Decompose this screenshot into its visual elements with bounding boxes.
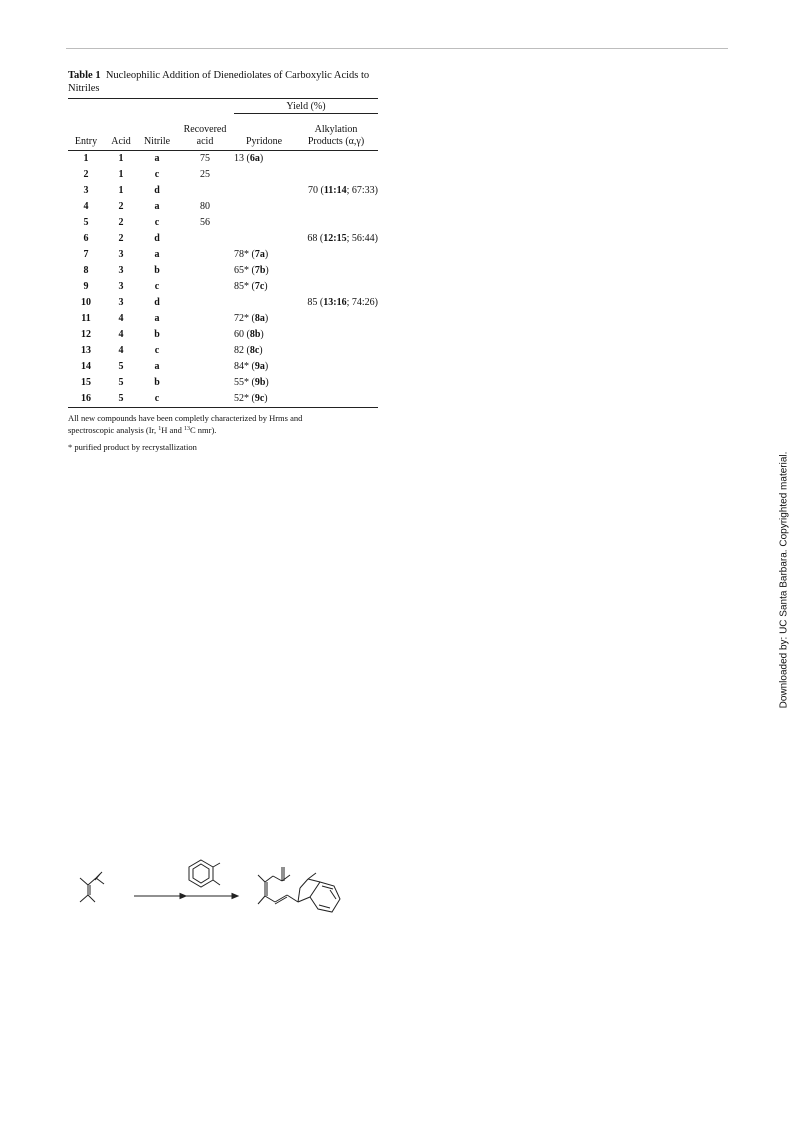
cell-entry: 15 [81, 377, 91, 388]
table-row [68, 391, 378, 408]
footnote-sup-1: 1 [158, 426, 162, 432]
table-row [68, 151, 378, 168]
cell-recovered-acid [176, 279, 234, 295]
cell-nitrile: c [154, 345, 160, 356]
cell-pyridone: 55* (9b) [234, 377, 269, 388]
table-group-header-row [68, 99, 378, 114]
cell-pyridone: 84* (9a) [234, 361, 269, 372]
table-row [68, 343, 378, 359]
cell-alkylation [294, 359, 378, 375]
cell-nitrile: b [154, 377, 160, 388]
cell-pyridone: 65* (7b) [234, 265, 269, 276]
cell-nitrile: c [138, 391, 176, 408]
cell-entry: 8 [83, 265, 89, 276]
pyridone-yield: 65* [234, 265, 249, 276]
cell-alkylation [294, 247, 378, 263]
cell-recovered-acid [176, 375, 234, 391]
footnote-line2a: spectroscopic analysis (Ir, [68, 425, 159, 435]
cell-entry: 2 [83, 169, 89, 180]
cell-alkylation [294, 279, 378, 295]
table-row [68, 359, 378, 375]
cell-acid: 5 [104, 391, 138, 408]
cell-alkylation [294, 199, 378, 215]
header-alkylation-line1: Alkylation [314, 124, 358, 135]
pyridone-yield: 72* [234, 313, 249, 324]
cell-acid: 1 [118, 185, 124, 196]
cell-acid: 1 [118, 169, 124, 180]
cell-entry: 3 [83, 185, 89, 196]
pyridone-yield: 82 [234, 345, 244, 356]
alkylation-yield: 85 [307, 297, 318, 308]
table-caption-label: Table 1 [68, 70, 101, 81]
cell-pyridone: 78* (7a) [234, 249, 269, 260]
cell-acid: 3 [118, 249, 124, 260]
cell-entry: 9 [83, 281, 89, 292]
cell-alkylation [294, 311, 378, 327]
footnote-line1: All new compounds have been completly characterized by Hrms and [68, 413, 303, 423]
table-row [68, 215, 378, 231]
cell-recovered-acid [176, 359, 234, 375]
table-footnotes [68, 413, 378, 453]
table-row [68, 247, 378, 263]
pyridone-yield: 85* [234, 281, 249, 292]
cell-recovered-acid [176, 327, 234, 343]
cell-acid: 5 [118, 377, 124, 388]
footnote-sup-13: 13 [183, 426, 190, 432]
cell-pyridone [234, 199, 294, 215]
pyridone-compound: 8a [254, 313, 265, 324]
cell-nitrile: c [154, 281, 160, 292]
table-row [68, 311, 378, 327]
cell-recovered-acid [176, 231, 234, 247]
cell-pyridone: 13 (6a) [234, 153, 264, 164]
download-watermark-text: Downloaded by: UC Santa Barbara. Copyrighted material. [778, 451, 790, 709]
cell-recovered-acid [176, 343, 234, 359]
alkylation-compounds: 12:15 [323, 233, 347, 244]
table-row [68, 327, 378, 343]
cell-recovered-acid [176, 391, 234, 408]
cell-alkylation [294, 343, 378, 359]
table-body [68, 151, 378, 408]
yield-table [68, 98, 378, 408]
header-alkylation-line2: Products (α,γ) [307, 136, 365, 147]
table-row [68, 199, 378, 215]
reaction-arrow-2 [186, 894, 238, 899]
header-recovered-line1: Recovered [183, 124, 227, 135]
table-row [68, 375, 378, 391]
header-nitrile: Nitrile [138, 114, 176, 151]
cell-entry: 4 [83, 201, 89, 212]
pyridone-compound: 8b [249, 329, 261, 340]
footnote-line2b: H and [161, 425, 184, 435]
cell-entry: 12 [81, 329, 91, 340]
cell-alkylation [294, 391, 378, 408]
pyridone-compound: 9a [254, 361, 265, 372]
cell-pyridone [234, 215, 294, 231]
table-row [68, 183, 378, 199]
cell-recovered-acid: 56 [200, 217, 210, 228]
cell-nitrile: d [154, 185, 160, 196]
cell-entry: 11 [81, 313, 91, 324]
pyridone-compound: 8c [249, 345, 260, 356]
header-recovered-line2: acid [196, 136, 214, 147]
pyridone-compound: 6a [249, 153, 260, 164]
reaction-scheme [72, 855, 372, 935]
cell-entry: 13 [81, 345, 91, 356]
pyridone-compound: 7a [254, 249, 265, 260]
cell-entry: 1 [83, 153, 89, 164]
pyridone-yield: 60 [234, 329, 244, 340]
header-acid: Acid [104, 114, 138, 151]
table-row [68, 295, 378, 311]
cell-pyridone [234, 295, 294, 311]
cell-alkylation: 68 (12:15; 56:44) [307, 233, 378, 244]
pyridone-yield: 13 [234, 153, 244, 164]
alkylation-yield: 70 [307, 185, 318, 196]
cell-entry: 7 [83, 249, 89, 260]
cell-nitrile: d [154, 297, 160, 308]
header-rule [66, 48, 728, 49]
cell-nitrile: b [154, 265, 160, 276]
cell-pyridone: 82 (8c) [234, 345, 263, 356]
cell-nitrile: d [154, 233, 160, 244]
cell-alkylation: 85 (13:16; 74:26) [307, 297, 378, 308]
header-pyridone: Pyridone [234, 114, 294, 151]
cell-nitrile: a [154, 361, 160, 372]
cell-alkylation [294, 375, 378, 391]
table-caption-text: Nucleophilic Addition of Dienediolates of Carboxylic Acids to Nitriles [68, 70, 370, 94]
cell-alkylation [294, 263, 378, 279]
pyridone-compound: 7b [254, 265, 266, 276]
reaction-arrow-1 [134, 894, 186, 899]
table-caption [68, 70, 378, 95]
pyridone-yield: 84* [234, 361, 249, 372]
cell-nitrile: a [154, 313, 160, 324]
cell-alkylation [294, 151, 378, 168]
table-1 [68, 70, 378, 459]
footnote-characterization [68, 413, 378, 436]
cell-nitrile: a [154, 249, 160, 260]
cell-recovered-acid [176, 183, 234, 199]
cell-acid: 3 [118, 297, 124, 308]
cell-entry: 14 [81, 361, 91, 372]
header-entry: Entry [68, 114, 104, 151]
cell-entry: 10 [81, 297, 91, 308]
pyridone-yield: 52* [234, 393, 249, 404]
cell-nitrile: a [154, 201, 160, 212]
cell-pyridone [234, 167, 294, 183]
cell-pyridone: 60 (8b) [234, 329, 264, 340]
cell-nitrile: a [154, 153, 160, 164]
cell-alkylation: 70 (11:14; 67:33) [307, 185, 378, 196]
cell-acid: 2 [118, 233, 124, 244]
header-recovered-acid [176, 114, 234, 151]
cell-recovered-acid: 25 [200, 169, 210, 180]
alkylation-ratio: 74:26 [351, 297, 375, 308]
pyridone-yield: 78* [234, 249, 249, 260]
cell-acid: 3 [118, 281, 124, 292]
cell-recovered-acid [176, 263, 234, 279]
cell-nitrile: b [154, 329, 160, 340]
cell-acid: 2 [118, 217, 124, 228]
table-row [68, 279, 378, 295]
pyridone-compound: 9c [254, 393, 265, 404]
cell-acid: 4 [118, 329, 124, 340]
cell-recovered-acid: 80 [200, 201, 210, 212]
cell-pyridone: 85* (7c) [234, 281, 268, 292]
cell-entry: 6 [83, 233, 89, 244]
table-row [68, 263, 378, 279]
cell-acid: 4 [118, 345, 124, 356]
alkylation-ratio: 56:44 [351, 233, 375, 244]
cell-acid: 2 [118, 201, 124, 212]
reactant-structure [80, 872, 104, 902]
footnote-line2c: C nmr). [189, 425, 217, 435]
cell-nitrile: c [154, 217, 160, 228]
cell-recovered-acid [176, 311, 234, 327]
pyridone-compound: 9b [254, 377, 266, 388]
cell-recovered-acid [176, 295, 234, 311]
alkylation-compounds: 11:14 [323, 185, 347, 196]
alkylation-compounds: 13:16 [323, 297, 347, 308]
table-row [68, 167, 378, 183]
cell-acid: 5 [118, 361, 124, 372]
pyridone-yield: 55* [234, 377, 249, 388]
alkylation-ratio: 67:33 [351, 185, 375, 196]
cell-pyridone: 72* (8a) [234, 313, 269, 324]
alkylation-yield: 68 [307, 233, 318, 244]
pyridone-compound: 7c [254, 281, 265, 292]
cell-acid: 4 [118, 313, 124, 324]
cell-alkylation [294, 327, 378, 343]
cell-alkylation [294, 215, 378, 231]
cell-pyridone [234, 231, 294, 247]
table-column-header-row [68, 114, 378, 151]
header-alkylation [294, 114, 378, 151]
cell-alkylation [294, 167, 378, 183]
reagent-benzene-ring [189, 860, 220, 887]
cell-recovered-acid [176, 247, 234, 263]
cell-acid: 1 [118, 153, 124, 164]
table-row [68, 231, 378, 247]
footnote-star: * purified product by recrystallization [68, 442, 197, 452]
cell-entry: 5 [83, 217, 89, 228]
cell-recovered-acid: 75 [200, 153, 210, 164]
cell-nitrile: c [154, 169, 160, 180]
cell-pyridone: 52* (9c) [234, 391, 294, 408]
cell-pyridone [234, 183, 294, 199]
cell-entry: 16 [68, 391, 104, 408]
cell-acid: 3 [118, 265, 124, 276]
product-structure [258, 867, 340, 912]
yield-group-header: Yield (%) [234, 99, 378, 114]
